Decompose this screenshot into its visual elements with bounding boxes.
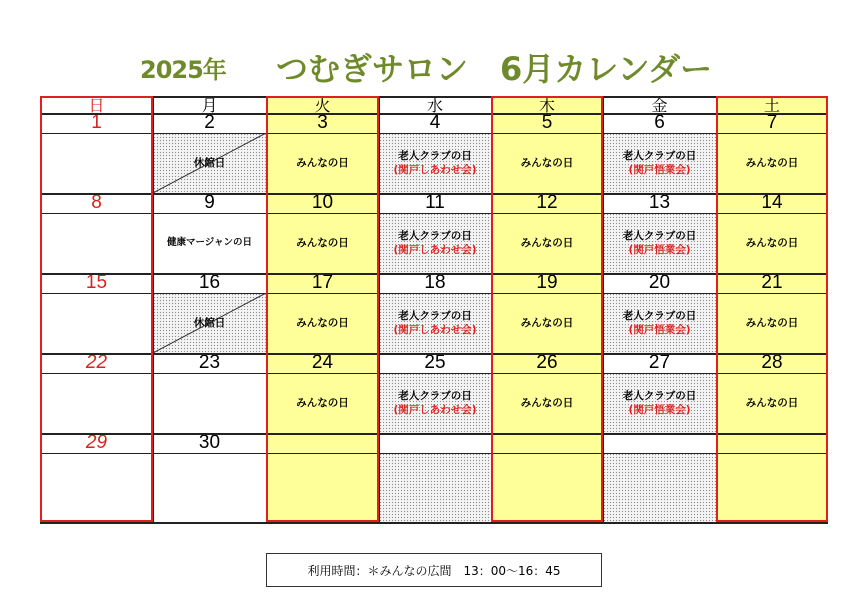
event-label: みんなの日 (745, 237, 799, 249)
event-label: みんなの日 (296, 397, 349, 409)
event-cell (603, 293, 716, 353)
event-cell (379, 133, 491, 193)
event-label: 老人クラブの日 (622, 230, 697, 242)
event-cell (491, 213, 603, 273)
event-cell (153, 453, 266, 522)
hours-note: 利用時間：＊みんなの広間 13：00〜16：45 (266, 553, 602, 587)
date-number: 18 (424, 273, 446, 293)
event-label: みんなの日 (520, 397, 574, 409)
weekday-header: 火 (314, 96, 331, 113)
grid-line (40, 213, 828, 214)
event-cell (40, 453, 153, 522)
event-label: みんなの日 (296, 157, 349, 169)
event-cell (40, 373, 153, 433)
event-cell (266, 373, 379, 433)
event-cell (153, 133, 266, 193)
calendar-title (0, 44, 861, 88)
date-number: 17 (311, 273, 334, 293)
weekday-header: 日 (88, 96, 105, 113)
date-number: 16 (198, 273, 221, 293)
date-number: 27 (648, 353, 671, 373)
weekday-header: 水 (426, 96, 443, 113)
event-cell (491, 373, 603, 433)
date-number: 20 (648, 273, 671, 293)
date-number: 13 (648, 193, 671, 213)
grid-line (40, 373, 828, 374)
event-label: 健康マージャンの日 (166, 237, 253, 248)
event-label: 老人クラブの日 (622, 150, 697, 162)
date-number: 1 (91, 113, 102, 133)
event-label: みんなの日 (520, 237, 574, 249)
date-number: 2 (204, 113, 215, 133)
event-cell (603, 213, 716, 273)
event-label: 老人クラブの日 (398, 390, 472, 402)
event-label: みんなの日 (520, 317, 574, 329)
date-number: 26 (536, 353, 558, 373)
grid-line (40, 453, 828, 454)
event-cell (603, 453, 716, 522)
event-cell (266, 293, 379, 353)
date-number: 21 (761, 273, 783, 293)
date-number: 29 (85, 433, 108, 453)
event-label: 休館日 (193, 317, 226, 329)
date-number: 14 (761, 193, 783, 213)
event-cell (153, 293, 266, 353)
event-cell (716, 373, 828, 433)
grid-line (40, 133, 828, 134)
date-number (266, 433, 379, 453)
event-label: 老人クラブの日 (622, 390, 697, 402)
date-number (379, 433, 491, 453)
event-cell (491, 133, 603, 193)
date-number: 5 (541, 113, 553, 133)
event-cell (379, 453, 491, 522)
event-cell (379, 373, 491, 433)
event-cell (153, 373, 266, 433)
date-number: 22 (85, 353, 108, 373)
weekday-header: 金 (651, 96, 668, 113)
date-number: 28 (761, 353, 783, 373)
grid-line (40, 193, 828, 195)
date-number: 24 (311, 353, 334, 373)
event-sublabel: (関戸悟業会) (628, 404, 691, 416)
title-main: つむぎサロン 6月カレンダー (276, 50, 713, 88)
date-number (603, 433, 716, 453)
event-cell (603, 133, 716, 193)
date-number (491, 433, 603, 453)
grid-line (40, 113, 828, 115)
date-number: 15 (85, 273, 108, 293)
event-label: 老人クラブの日 (398, 150, 472, 162)
grid-line (40, 293, 828, 294)
date-number: 3 (317, 113, 328, 133)
date-number: 10 (311, 193, 334, 213)
event-label: 老人クラブの日 (622, 310, 697, 322)
grid-line (716, 96, 717, 522)
date-number: 12 (536, 193, 558, 213)
event-label: 老人クラブの日 (398, 310, 472, 322)
grid-line (40, 522, 828, 524)
date-number: 4 (429, 113, 441, 133)
event-label: みんなの日 (745, 157, 799, 169)
grid-line (827, 96, 828, 522)
grid-line (379, 96, 380, 522)
grid-line (266, 96, 267, 522)
date-number: 25 (424, 353, 446, 373)
date-number: 9 (204, 193, 215, 213)
date-number: 11 (425, 193, 445, 213)
event-sublabel: (関戸悟業会) (628, 164, 691, 176)
event-sublabel: (関戸しあわせ会) (393, 244, 477, 256)
date-number: 8 (91, 193, 102, 213)
event-label: 休館日 (193, 157, 226, 169)
event-cell (379, 213, 491, 273)
event-cell (40, 133, 153, 193)
event-label: みんなの日 (296, 237, 349, 249)
event-cell (491, 293, 603, 353)
grid-line (40, 273, 828, 275)
date-number (716, 433, 828, 453)
grid-line (40, 433, 828, 435)
date-number: 7 (766, 113, 778, 133)
event-label: みんなの日 (745, 397, 799, 409)
event-cell (716, 293, 828, 353)
event-sublabel: (関戸しあわせ会) (393, 164, 477, 176)
event-cell (716, 133, 828, 193)
event-cell (716, 453, 828, 522)
date-number: 19 (536, 273, 558, 293)
weekday-header: 木 (538, 96, 555, 113)
event-cell (153, 213, 266, 273)
event-sublabel: (関戸しあわせ会) (393, 404, 477, 416)
grid-line (491, 96, 492, 522)
event-cell (40, 213, 153, 273)
grid-line (40, 96, 41, 522)
event-label: みんなの日 (745, 317, 799, 329)
event-cell (266, 213, 379, 273)
grid-line (40, 353, 828, 355)
event-sublabel: (関戸しあわせ会) (393, 324, 477, 336)
event-cell (266, 453, 379, 522)
title-year: 2025年 (140, 56, 226, 84)
event-sublabel: (関戸悟業会) (628, 244, 691, 256)
calendar-grid (40, 96, 828, 522)
weekday-header: 月 (201, 96, 218, 113)
event-sublabel: (関戸悟業会) (628, 324, 691, 336)
event-cell (716, 213, 828, 273)
grid-line (40, 96, 828, 98)
event-cell (379, 293, 491, 353)
date-number: 30 (198, 433, 221, 453)
date-number: 23 (198, 353, 221, 373)
event-cell (40, 293, 153, 353)
grid-line (153, 96, 154, 522)
weekday-header: 土 (763, 96, 780, 113)
event-label: みんなの日 (520, 157, 574, 169)
event-cell (603, 373, 716, 433)
event-cell (491, 453, 603, 522)
event-label: 老人クラブの日 (398, 230, 472, 242)
date-number: 6 (654, 113, 665, 133)
event-label: みんなの日 (296, 317, 349, 329)
grid-line (603, 96, 604, 522)
event-cell (266, 133, 379, 193)
